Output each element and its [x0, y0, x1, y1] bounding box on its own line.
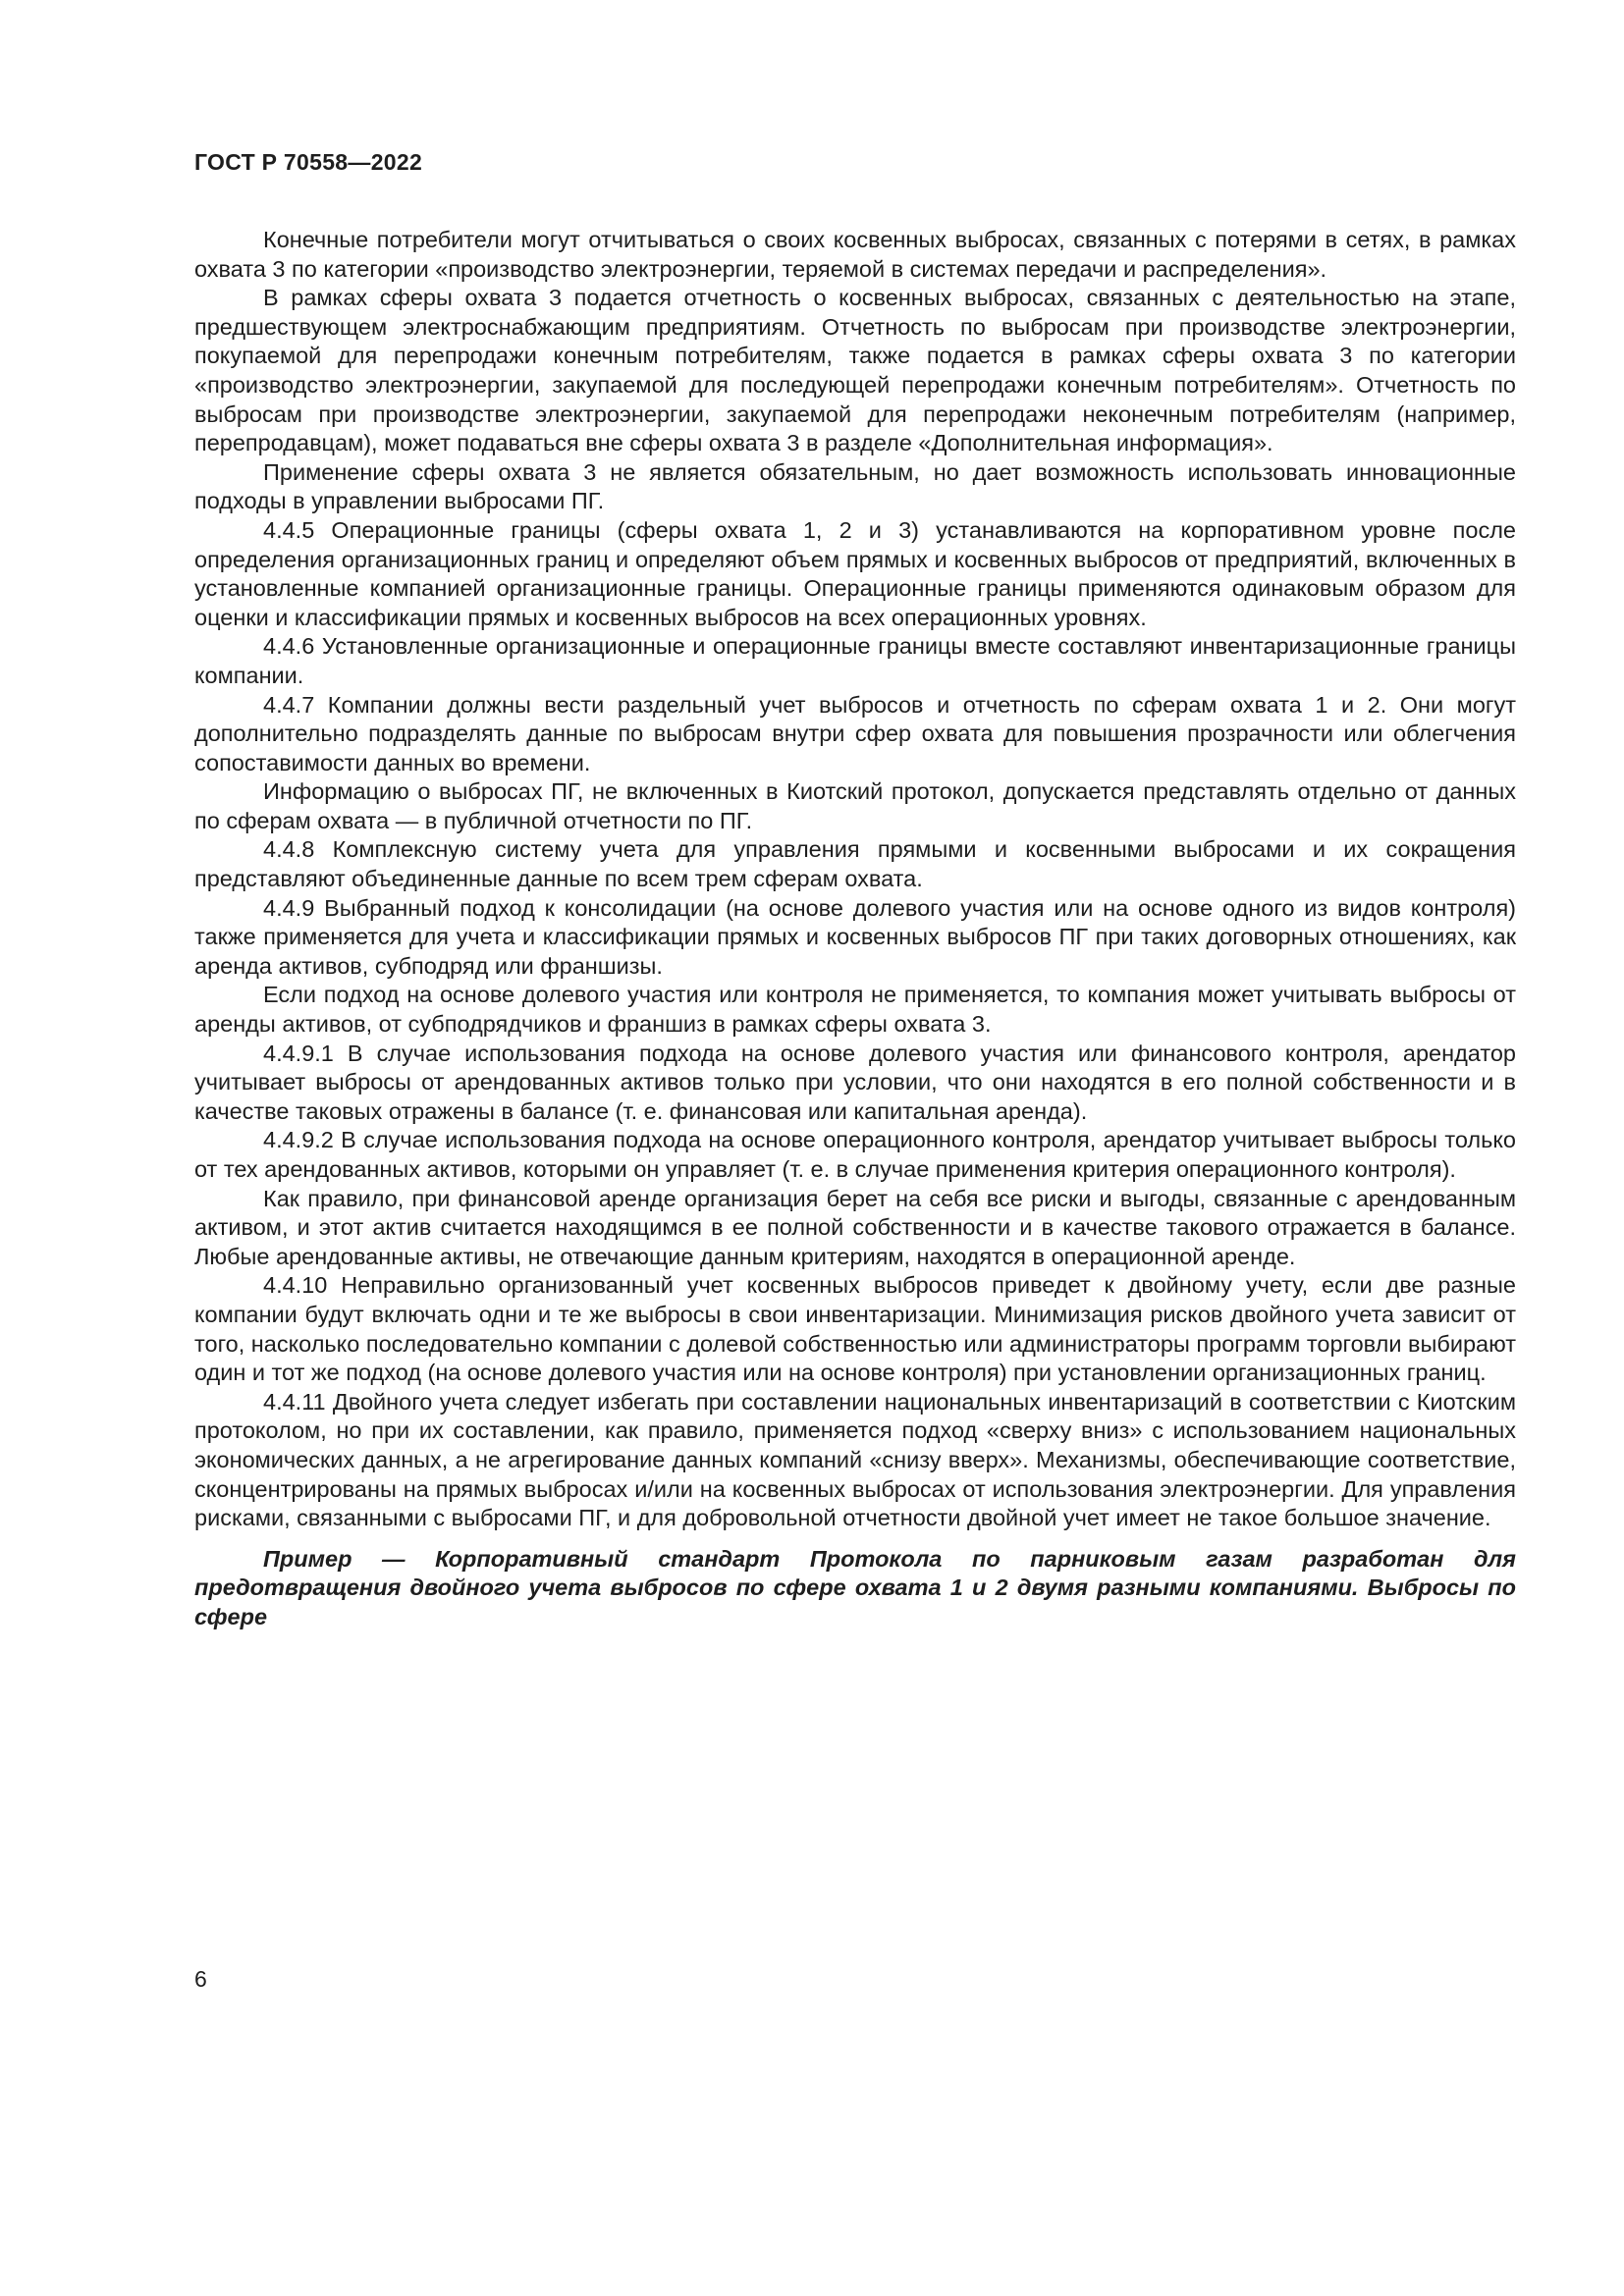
- paragraph: В рамках сферы охвата 3 подается отчетность о косвенных выбросах, связанных с деятельностью на этапе, предшествующем электроснабжающим предприятиям. Отчетность по выбросам при производстве электроэнергии, покупаемой для перепродажи конечным потребителям, также подается в рамках сферы охвата 3 по категории «производство электроэнергии, закупаемой для последующей перепродажи конечным потребителям». Отчетность по выбросам при производстве электроэнергии, закупаемой для перепродажи неконечным потребителям (например, перепродавцам), может подаваться вне сферы охвата 3 в разделе «Дополнительная информация».: [194, 285, 1516, 456]
- paragraph: 4.4.7 Компании должны вести раздельный учет выбросов и отчетность по сферам охвата 1 и 2. Они могут дополнительно подразделять данные по выбросам внутри сфер охвата для повышения прозрачности или облегчения сопоставимости данных во времени.: [194, 691, 1516, 775]
- document-header: ГОСТ Р 70558—2022: [194, 149, 423, 175]
- paragraph: Как правило, при финансовой аренде организация берет на себя все риски и выгоды, связанные с арендованным активом, и этот актив считается находящимся в ее полной собственности и в качестве такового отражается в балансе. Любые арендованные активы, не отвечающие данным критериям, находятся в операционной аренде.: [194, 1185, 1516, 1269]
- paragraph: 4.4.6 Установленные организационные и операционные границы вместе составляют инвентаризационные границы компании.: [194, 633, 1516, 688]
- paragraph: 4.4.11 Двойного учета следует избегать при составлении национальных инвентаризаций в соответствии с Киотским протоколом, но при их составлении, как правило, применяется подход «сверху вниз» с использованием национальных экономических данных, а не агрегирование данных компаний «снизу вверх». Механизмы, обеспечивающие соответствие, сконцентрированы на прямых выбросах и/или на косвенных выбросах от использования электроэнергии. Для управления рисками, связанными с выбросами ПГ, и для добровольной отчетности двойной учет имеет не такое большое значение.: [194, 1388, 1516, 1531]
- paragraph: Конечные потребители могут отчитываться о своих косвенных выбросах, связанных с потерями в сетях, в рамках охвата 3 по категории «производство электроэнергии, теряемой в системах передачи и распределения».: [194, 227, 1516, 282]
- paragraph: Информацию о выбросах ПГ, не включенных в Киотский протокол, допускается представлять отдельно от данных по сферам охвата — в публичной отчетности по ПГ.: [194, 778, 1516, 833]
- paragraph: 4.4.9.1 В случае использования подхода на основе долевого участия или финансового контроля, арендатор учитывает выбросы от арендованных активов только при условии, что они находятся в его полной собственности и в качестве таковых отражены в балансе (т. е. финансовая или капитальная аренда).: [194, 1040, 1516, 1124]
- paragraph: 4.4.8 Комплексную систему учета для управления прямыми и косвенными выбросами и их сокращения представляют объединенные данные по всем трем сферам охвата.: [194, 836, 1516, 892]
- paragraph: 4.4.5 Операционные границы (сферы охвата 1, 2 и 3) устанавливаются на корпоративном уровне после определения организационных границ и определяют объем прямых и косвенных выбросов от предприятий, включенных в установленные компанией организационные границы. Операционные границы применяются одинаковым образом для оценки и классификации прямых и косвенных выбросов на всех операционных уровнях.: [194, 516, 1516, 630]
- paragraph: 4.4.9 Выбранный подход к консолидации (на основе долевого участия или на основе одного из видов контроля) также применяется для учета и классификации прямых и косвенных выбросов ПГ при таких договорных отношениях, как аренда активов, субподряд или франшизы.: [194, 894, 1516, 979]
- paragraph: Применение сферы охвата 3 не является обязательным, но дает возможность использовать инновационные подходы в управлении выбросами ПГ.: [194, 458, 1516, 514]
- document-body: [194, 226, 1516, 1632]
- paragraph: 4.4.10 Неправильно организованный учет косвенных выбросов приведет к двойному учету, если две разные компании будут включать одни и те же выбросы в свои инвентаризации. Минимизация рисков двойного учета зависит от того, насколько последовательно компании с долевой собственностью или администраторы программ торговли выбирают один и тот же подход (на основе долевого участия или на основе контроля) при установлении организационных границ.: [194, 1272, 1516, 1386]
- page-number: 6: [194, 1966, 207, 1992]
- paragraph: 4.4.9.2 В случае использования подхода на основе операционного контроля, арендатор учитывает выбросы только от тех арендованных активов, которыми он управляет (т. е. в случае применения критерия операционного контроля).: [194, 1127, 1516, 1182]
- paragraph: Если подход на основе долевого участия или контроля не применяется, то компания может учитывать выбросы от аренды активов, от субподрядчиков и франшиз в рамках сферы охвата 3.: [194, 982, 1516, 1038]
- example-paragraph: Пример — Корпоративный стандарт Протокола по парниковым газам разработан для предотвращения двойного учета выбросов по сфере охвата 1 и 2 двумя разными компаниями. Выбросы по сфере: [194, 1545, 1516, 1629]
